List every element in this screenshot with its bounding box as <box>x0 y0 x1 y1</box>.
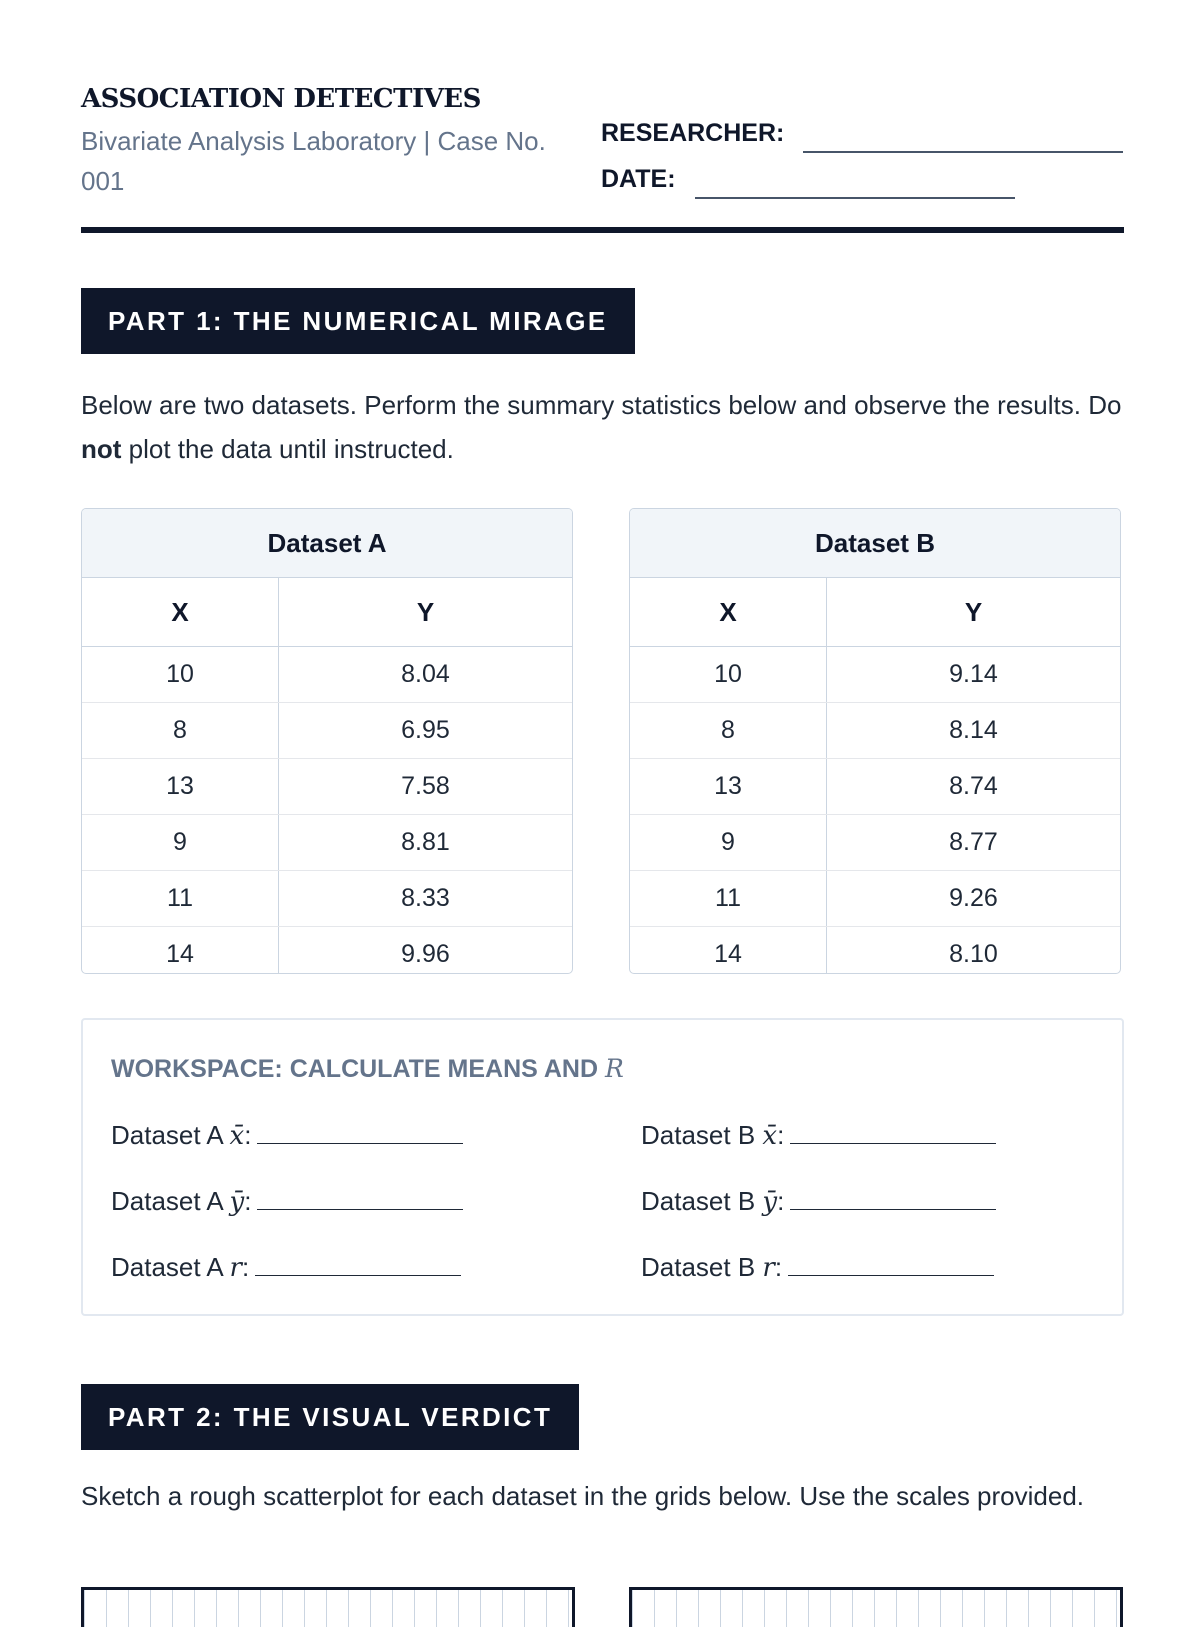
column-header-x: X <box>82 578 279 646</box>
part1-intro-before: Below are two datasets. Perform the summary statistics below and observe the results. Do <box>81 390 1122 420</box>
workspace-title-text: WORKSPACE: CALCULATE MEANS AND <box>111 1055 605 1083</box>
field-colon: : <box>777 1186 785 1216</box>
table-row <box>82 703 572 759</box>
cell-y: 8.33 <box>401 884 450 912</box>
field-symbol: r <box>229 1253 242 1283</box>
cell-x: 13 <box>82 759 279 814</box>
cell-x: 10 <box>630 647 827 702</box>
field-colon: : <box>241 1252 250 1282</box>
field-symbol: ȳ <box>762 1187 778 1217</box>
scatterplot-grid-b[interactable] <box>629 1587 1123 1627</box>
part1-intro-bold: not <box>81 434 122 464</box>
answer-blank[interactable] <box>257 1121 463 1144</box>
part1-instructions <box>81 383 1124 471</box>
cell-x: 14 <box>630 927 827 974</box>
answer-blank[interactable] <box>255 1253 461 1276</box>
answer-blank[interactable] <box>790 1121 996 1144</box>
cell-x: 8 <box>82 703 279 758</box>
field-colon: : <box>244 1186 252 1216</box>
scatterplot-grid-a[interactable] <box>81 1587 575 1627</box>
cell-y: 6.95 <box>401 716 450 744</box>
dataset-b-r-field[interactable] <box>641 1252 994 1283</box>
table-row <box>630 647 1120 703</box>
dataset-a-table <box>81 508 573 974</box>
cell-x: 14 <box>82 927 279 974</box>
answer-blank[interactable] <box>788 1253 994 1276</box>
cell-y: 9.96 <box>401 940 450 968</box>
cell-x: 13 <box>630 759 827 814</box>
table-header-row <box>630 578 1120 647</box>
table-header-row <box>82 578 572 647</box>
column-header-x: X <box>630 578 827 646</box>
table-row <box>82 927 572 974</box>
dataset-b-xbar-field[interactable] <box>641 1120 996 1151</box>
researcher-line[interactable] <box>803 151 1123 153</box>
table-row <box>82 647 572 703</box>
cell-y: 8.81 <box>401 828 450 856</box>
answer-blank[interactable] <box>790 1187 996 1210</box>
field-label: Dataset B <box>641 1120 763 1150</box>
table-row <box>82 871 572 927</box>
part2-instructions: Sketch a rough scatterplot for each dataset in the grids below. Use the scales provided. <box>81 1481 1085 1511</box>
field-symbol: r <box>762 1253 775 1283</box>
cell-x: 8 <box>630 703 827 758</box>
table-row <box>630 927 1120 974</box>
field-colon: : <box>777 1120 785 1150</box>
worksheet-page <box>81 0 1124 1511</box>
column-header-y: Y <box>416 596 435 627</box>
field-symbol: x̄ <box>229 1121 245 1151</box>
dataset-a-xbar-field[interactable] <box>111 1120 463 1151</box>
field-colon: : <box>774 1252 783 1282</box>
cell-y: 8.14 <box>949 716 998 744</box>
table-row <box>630 871 1120 927</box>
workspace-box <box>81 1018 1124 1316</box>
worksheet-header <box>81 0 1124 234</box>
cell-y: 8.10 <box>949 940 998 968</box>
cell-y: 8.04 <box>401 660 450 688</box>
cell-y: 9.26 <box>949 884 998 912</box>
workspace-title <box>111 1054 624 1084</box>
cell-y: 9.14 <box>949 660 998 688</box>
dataset-a-ybar-field[interactable] <box>111 1186 463 1217</box>
table-row <box>82 815 572 871</box>
cell-y: 8.74 <box>949 772 998 800</box>
header-divider <box>81 227 1124 233</box>
field-label: Dataset B <box>641 1186 763 1216</box>
dataset-a-r-field[interactable] <box>111 1252 461 1283</box>
cell-y: 8.77 <box>949 828 998 856</box>
field-symbol: x̄ <box>762 1121 778 1151</box>
part1-heading: PART 1: THE NUMERICAL MIRAGE <box>81 288 635 354</box>
worksheet-subtitle: Bivariate Analysis Laboratory | Case No. 001 <box>81 126 546 196</box>
cell-y: 7.58 <box>401 772 450 800</box>
answer-blank[interactable] <box>257 1187 463 1210</box>
table-row <box>82 759 572 815</box>
field-label: Dataset B <box>641 1252 763 1282</box>
field-label: Dataset A <box>111 1186 230 1216</box>
cell-x: 10 <box>82 647 279 702</box>
dataset-b-title: Dataset B <box>630 509 1120 578</box>
cell-x: 9 <box>82 815 279 870</box>
researcher-label: RESEARCHER: <box>601 119 785 147</box>
date-line[interactable] <box>695 197 1015 199</box>
field-label: Dataset A <box>111 1252 230 1282</box>
cell-x: 9 <box>630 815 827 870</box>
dataset-b-table <box>629 508 1121 974</box>
field-label: Dataset A <box>111 1120 230 1150</box>
worksheet-title: ASSOCIATION DETECTIVES <box>81 84 481 114</box>
workspace-title-symbol: R <box>604 1054 624 1083</box>
part2-heading: PART 2: THE VISUAL VERDICT <box>81 1384 579 1450</box>
dataset-a-title: Dataset A <box>82 509 572 578</box>
table-row <box>630 815 1120 871</box>
field-colon: : <box>244 1120 252 1150</box>
researcher-field[interactable] <box>601 119 784 148</box>
date-label: DATE: <box>601 165 676 193</box>
table-row <box>630 703 1120 759</box>
part1-intro-after: plot the data until instructed. <box>121 434 454 464</box>
dataset-b-ybar-field[interactable] <box>641 1186 996 1217</box>
column-header-y: Y <box>964 596 983 627</box>
cell-x: 11 <box>82 871 279 926</box>
field-symbol: ȳ <box>229 1187 245 1217</box>
date-field[interactable] <box>601 165 676 194</box>
cell-x: 11 <box>630 871 827 926</box>
table-row <box>630 759 1120 815</box>
